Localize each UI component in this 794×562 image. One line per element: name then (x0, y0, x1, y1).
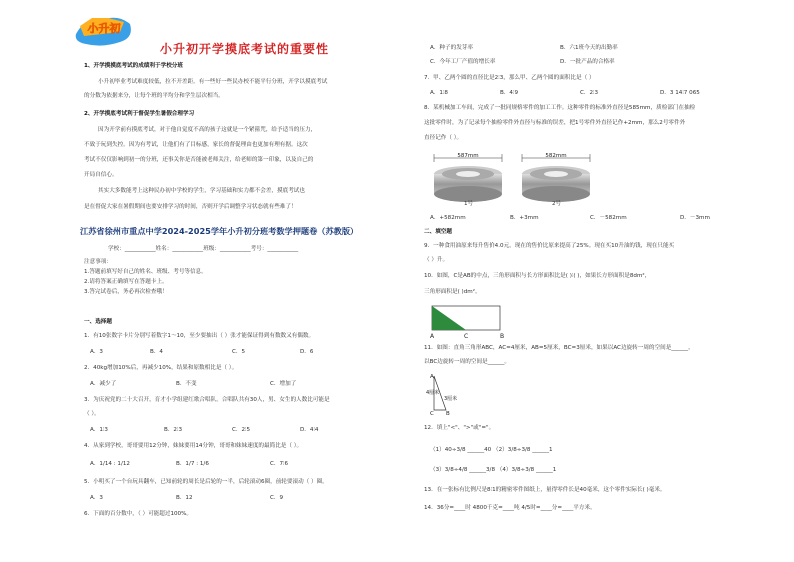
gear-1-dimension (434, 153, 502, 162)
side-ac-label: 4厘米 (426, 390, 440, 396)
gear-2-dim-text: 582mm (545, 153, 567, 159)
intro-p2a: 因为开学前有摸底考试，对于他自觉度不高的孩子这就是一个紧箍咒，给予适当的压力， (98, 127, 317, 133)
q10-text-a: 10．如图，C是AB的中点，三角形面积与长方形面积比是( )∶( )，如果长方形面积是8dm²， (424, 273, 651, 279)
note-1: 1.答题前填写好自己的姓名、班级、考号等信息。 (84, 269, 207, 275)
q14-text: 14．36分=____时 4800千克=____吨 4/5时=____分=____平方米。 (424, 505, 596, 511)
gear-2-dimension (522, 153, 590, 162)
q8-opt-c: C．－582mm (590, 215, 627, 221)
q5-text: 5．小明买了一个台玩具翻车，已知前轮的周长是后轮的一半，后轮滚动6圈，前轮要滚动（ ）圈。 (84, 479, 328, 485)
intro-p2b: 不致于玩到失控。因为有考试，让他们有了目标感，家长的督促理由也更加有理有据。这次 (84, 142, 308, 148)
q8-text-c: 直径记作（ ）。 (424, 135, 463, 141)
q2-text: 2．40kg增加10%后，再减少10%，结果和原数相比是（ ）。 (84, 365, 238, 371)
intro-heading-2: 2、开学摸底考试利于督促学生暑假合理学习 (84, 111, 195, 117)
point-b-label: B (500, 333, 505, 340)
q4-opt-b: B．1/7 : 1/6 (176, 461, 209, 467)
side-bc-label: 3厘米 (444, 396, 458, 402)
q3-opt-d: D．4∶4 (300, 427, 319, 433)
q1-opt-b: B．4 (150, 349, 163, 355)
q1-opt-d: D．6 (300, 349, 314, 355)
q2-opt-b: B．不变 (176, 381, 197, 387)
q4-opt-a: A．1/14 : 1/12 (90, 461, 130, 467)
vertex-b-label: B (446, 411, 450, 416)
q6-opt-a: A．种子的发芽率 (430, 45, 473, 51)
triangle-rectangle-figure (428, 302, 510, 340)
q1-opt-a: A．3 (90, 349, 103, 355)
q5-opt-a: A．3 (90, 495, 103, 501)
q6-opt-b: B．六1班今天的出勤率 (560, 45, 618, 51)
vertex-a-label: A (430, 374, 434, 380)
q7-opt-d: D．3 14∶7 065 (660, 90, 700, 96)
section-fill: 二、填空题 (424, 229, 452, 235)
q1-opt-c: C．5 (232, 349, 246, 355)
q7-text: 7．甲、乙两个圆的直径比是2∶3，那么甲、乙两个圆的面积比是（ ） (424, 75, 595, 81)
q6-opt-d: D．一批产品的合格率 (560, 59, 615, 65)
q3-text-b: （ ）。 (84, 411, 100, 417)
q11-text-b: 以BC边旋转一周的空间是______。 (424, 359, 510, 365)
q8-text-a: 8．某机械加工车间，完成了一批同规格零件的加工工作。这种零件的标准外直径是585mm，质检部门在抽检 (424, 105, 696, 111)
q11-text-a: 11．如图：直角三角形ABC，AC=4厘米，AB=5厘米，BC=3厘米，如果以AC边旋转一周的空间是______， (424, 345, 694, 351)
intro-p2d: 开局自信心。 (84, 172, 118, 178)
q3-text-a: 3．为庆祝党的二十大召开，育才小学组建红歌合唱队。合唱队共有30人，男、女生的人数比可能是 (84, 397, 330, 403)
q6-text: 6．下面的百分数中，（ ）可能超过100%。 (84, 511, 193, 517)
q7-opt-c: C．2∶3 (580, 90, 599, 96)
q9-text-a: 9．一种食用油原来每升售价4.0元，现在的售价比原来提高了25%。现在买10升油的钱，现在只能买 (424, 243, 675, 249)
point-a-label: A (430, 333, 435, 340)
intro-p1a: 小升初毕业考试难度较低，拉不开差距。有一些好一些民办校不能平行分班，开学以摸底考试 (98, 79, 328, 85)
intro-p1b: 的分数为依据来分，让每个班的平均分和学生层次相当。 (84, 93, 224, 99)
note-2: 2.请将答案正确填写在答题卡上。 (84, 279, 168, 285)
q13-text: 13．在一张标有比例尺是8∶1的精密零件图纸上，量得零件长是40毫米，这个零件实际长( )毫米。 (424, 487, 666, 493)
q12-row-1: （1）40÷3/8 ______40 （2）3/8÷3/8 ______1 (430, 447, 553, 453)
section-choice: 一、选择题 (84, 319, 112, 325)
q8-text-b: 这批零件时，为了记录每个抽检零件外直径与标准的误差，把1号零件外直径记作+2mm，那么2号零件外 (424, 120, 686, 126)
right-triangle-figure (426, 370, 472, 416)
page-title: 小升初开学摸底考试的重要性 (160, 42, 330, 56)
notes-title: 注意事项： (84, 259, 112, 265)
intro-p3a: 其实大多数能考上这种民办初中学校的学生，学习基础和实力都不会差，摸底考试也 (98, 188, 305, 194)
intro-heading-1: 1、开学摸摸底考试的成绩利于学校分班 (84, 63, 183, 69)
intro-p3b: 是在督促大家在暑假期间也要安排学习的时间，否则开学后调整学习状态就有些难了！ (84, 204, 297, 210)
q9-text-b: （ ）升。 (424, 257, 449, 263)
q8-opt-a: A．+582mm (430, 215, 466, 221)
q7-opt-a: A．1∶8 (430, 90, 448, 96)
q1-text: 1．有10张数字卡片分别写着数字1～10，至少要抽出（ ）张才能保证得到有数数又有偶数。 (84, 333, 315, 339)
q2-opt-a: A．减少了 (90, 381, 117, 387)
student-info-line: 学校：___________姓名：___________班级：___________考号：___________ (108, 246, 299, 252)
q8-opt-b: B．+3mm (510, 215, 539, 221)
q12-row-2: （3）3/8÷4/8 ______3/8 （4）3/8÷3/8 ______1 (430, 467, 557, 473)
logo-badge (72, 12, 136, 48)
q5-opt-c: C．9 (270, 495, 284, 501)
q4-text: 4．从家到学校，哥哥要用12分钟，妹妹要用14分钟，哥哥和妹妹速度的最简比是（ ）。 (84, 443, 303, 449)
q10-text-b: 三角形面积是( )dm²。 (424, 289, 481, 295)
q2-opt-c: C．增加了 (270, 381, 297, 387)
point-c-label: C (464, 333, 469, 340)
gear-1-label: 1号 (464, 201, 474, 207)
q3-opt-b: B．2∶3 (164, 427, 183, 433)
gear-2 (522, 166, 590, 202)
exam-title: 江苏省徐州市重点中学2024-2025学年小升初分班考数学押题卷（苏教版） (80, 226, 359, 236)
q5-opt-b: B．12 (176, 495, 193, 501)
gear-1 (434, 166, 502, 202)
q12-text: 12．填上"<"、">"或"="。 (424, 425, 495, 431)
note-3: 3.答完试卷后，务必再次检查哦！ (84, 289, 168, 295)
q6-opt-c: C．今年工厂产值的增长率 (430, 59, 496, 65)
gears-figure (426, 148, 606, 214)
gear-2-label: 2号 (552, 201, 562, 207)
q3-opt-a: A．1∶3 (90, 427, 108, 433)
q8-opt-d: D．－3mm (680, 215, 710, 221)
logo-text: 小升初 (87, 22, 121, 35)
q3-opt-c: C．2∶5 (232, 427, 251, 433)
vertex-c-label: C (430, 411, 434, 416)
gear-1-dim-text: 587mm (457, 153, 479, 159)
intro-p2c: 考试不仅仅影响到初一的分班，还事关你是否能被老师关注，给老师的第一印象，以及自己的 (84, 157, 314, 163)
q7-opt-b: B．4∶9 (500, 90, 519, 96)
q4-opt-c: C．7∶6 (270, 461, 289, 467)
